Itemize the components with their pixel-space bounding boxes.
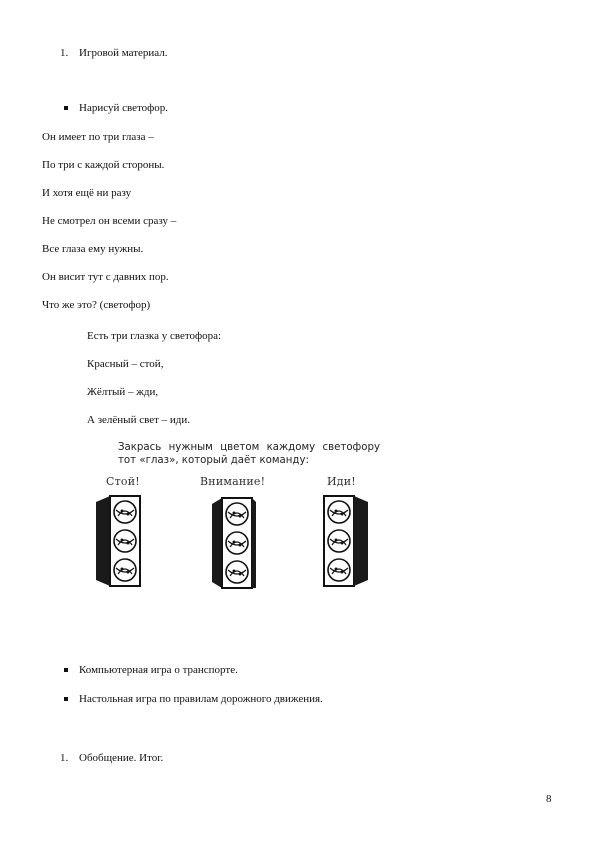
bullet-marker	[64, 668, 68, 672]
traffic-light-stop	[94, 494, 146, 590]
traffic-light-attention	[210, 496, 258, 592]
riddle-line: Все глаза ему нужны.	[42, 243, 144, 255]
poem-line: Красный – стой,	[87, 358, 164, 370]
section-title-summary: Обобщение. Итог.	[79, 752, 164, 764]
page-number: 8	[546, 793, 552, 805]
coloring-task-instruction: Закрась нужным цветом каждому светофору тот «глаз», который даёт команду:	[118, 442, 380, 466]
bullet-marker	[64, 106, 68, 110]
bullet-draw-traffic-light: Нарисуй светофор.	[79, 102, 169, 114]
caption-stop: Стой!	[106, 475, 140, 488]
caption-attention: Внимание!	[200, 475, 266, 488]
caption-go: Иди!	[327, 475, 356, 488]
poem-line: Есть три глазка у светофора:	[87, 330, 222, 342]
poem-line: Жёлтый – жди,	[87, 386, 159, 398]
bullet-computer-game: Компьютерная игра о транспорте.	[79, 664, 238, 676]
riddle-line: И хотя ещё ни разу	[42, 187, 132, 199]
riddle-line: Не смотрел он всеми сразу –	[42, 215, 177, 227]
riddle-line: Что же это? (светофор)	[42, 299, 151, 311]
poem-line: А зелёный свет – иди.	[87, 414, 191, 426]
section-number-1: 1.	[60, 47, 69, 59]
section-number-2: 1.	[60, 752, 69, 764]
section-title-game-material: Игровой материал.	[79, 47, 168, 59]
riddle-line: По три с каждой стороны.	[42, 159, 165, 171]
traffic-light-go	[318, 494, 370, 590]
riddle-line: Он имеет по три глаза –	[42, 131, 154, 143]
riddle-line: Он висит тут с давних пор.	[42, 271, 169, 283]
bullet-marker	[64, 697, 68, 701]
bullet-board-game: Настольная игра по правилам дорожного движения.	[79, 693, 323, 705]
